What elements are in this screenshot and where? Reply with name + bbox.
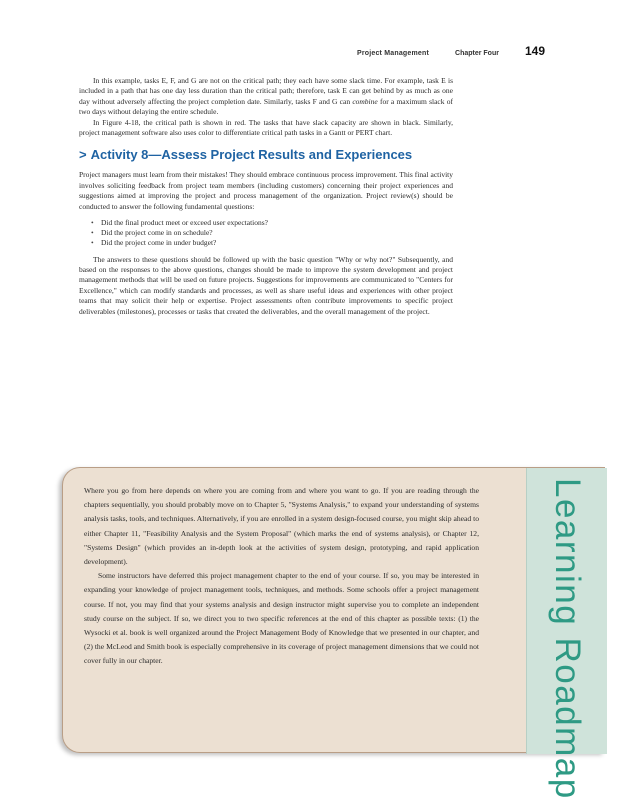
main-text-column [79,76,453,317]
roadmap-label: Learning Roadmap [548,478,587,800]
list-item: • Did the final product meet or exceed user expectations? [91,218,453,228]
roadmap-text [84,484,479,669]
page-number: 149 [524,44,545,58]
activity-paragraph-1: Project managers must learn from their mistakes! They should embrace continuous process improvement. This final activity involves soliciting feedback from project team members (including customers) concerning their project experiences and suggestions aimed at improving the project and process management of the organization. Project review(s) should be conducted to answer the following fundamental questions: [79,170,453,211]
header-chapter: Chapter Four [455,50,499,57]
heading-chevron-icon: > [79,147,87,163]
learning-roadmap-box [62,467,605,800]
intro-paragraph-2: In Figure 4-18, the critical path is shown in red. The tasks that have slack capacity are shown in black. Similarly, project management software also uses color to differentiate critical path tasks in a Gantt or PERT chart. [79,117,453,138]
intro-paragraph-1: In this example, tasks E, F, and G are not on the critical path; they each have some slack time. For example, task E is included in a path that has one day less duration than the critical path; therefore, task E can get behind by as much as one day without adversely affecting the project completion date. Similarly, tasks F and G can combine for a maximum slack of two days without delaying the entire schedule. [79,76,453,117]
roadmap-paragraph-2: Some instructors have deferred this project management chapter to the end of your course. If so, you may be interested in expanding your knowledge of project management tools, techniques, and methods. Some schools offer a project management course. If not, you may find that your systems analysis and design instructor might supervise you to complete an independent study course on the subject. If so, we direct you to two specific references at the end of this chapter as possible texts: (1) the Wysocki et al. book is well organized around the Project Management Body of Knowledge that we presented in our chapter, and (2) the McLeod and Smith book is especially comprehensive in its coverage of project management dimensions that we could not cover fully in our chapter. [84,571,479,666]
activity-heading-text: Activity 8—Assess Project Results and Experiences [90,147,413,163]
activity-paragraph-2: The answers to these questions should be followed up with the basic question "Why or why not?" Subsequently, and based on the responses to the above questions, changes should be made to improve the system development and project management methods that will be used on future projects. Suggestions for improvements are communicated to "Centers for Excellence," which can modify standards and processes, as well as share useful ideas and experiences with other project teams that may solicit their help or expertise. Project assessments often contribute improvements to specific project deliverables (milestones), processes or tasks that created the deliverables, and the overall management of the project. [79,254,453,316]
question-list [91,218,453,249]
list-item: • Did the project come in on schedule? [91,228,453,238]
activity-heading [79,147,453,163]
roadmap-side-tab [526,468,607,800]
roadmap-paragraph-1: Where you go from here depends on where you are coming from and where you want to go. If you are reading through the chapters sequentially, you should probably move on to Chapter 5, "Systems Analysis," to expand your understanding of systems analysis tasks, tools, and techniques. Alternatively, if you are enrolled in a system design-focused course, you might skip ahead to either Chapter 11, "Feasibility Analysis and the System Proposal" (which marks the end of systems analysis), or Chapter 12, "Systems Design" (which provides an in-depth look at the activities of system design, prototyping, and rapid application development). [84,486,479,567]
running-header [357,44,545,58]
emphasis-combine: combine [352,96,378,106]
header-section-title: Project Management [356,50,430,57]
list-item: • Did the project come in under budget? [91,238,453,248]
